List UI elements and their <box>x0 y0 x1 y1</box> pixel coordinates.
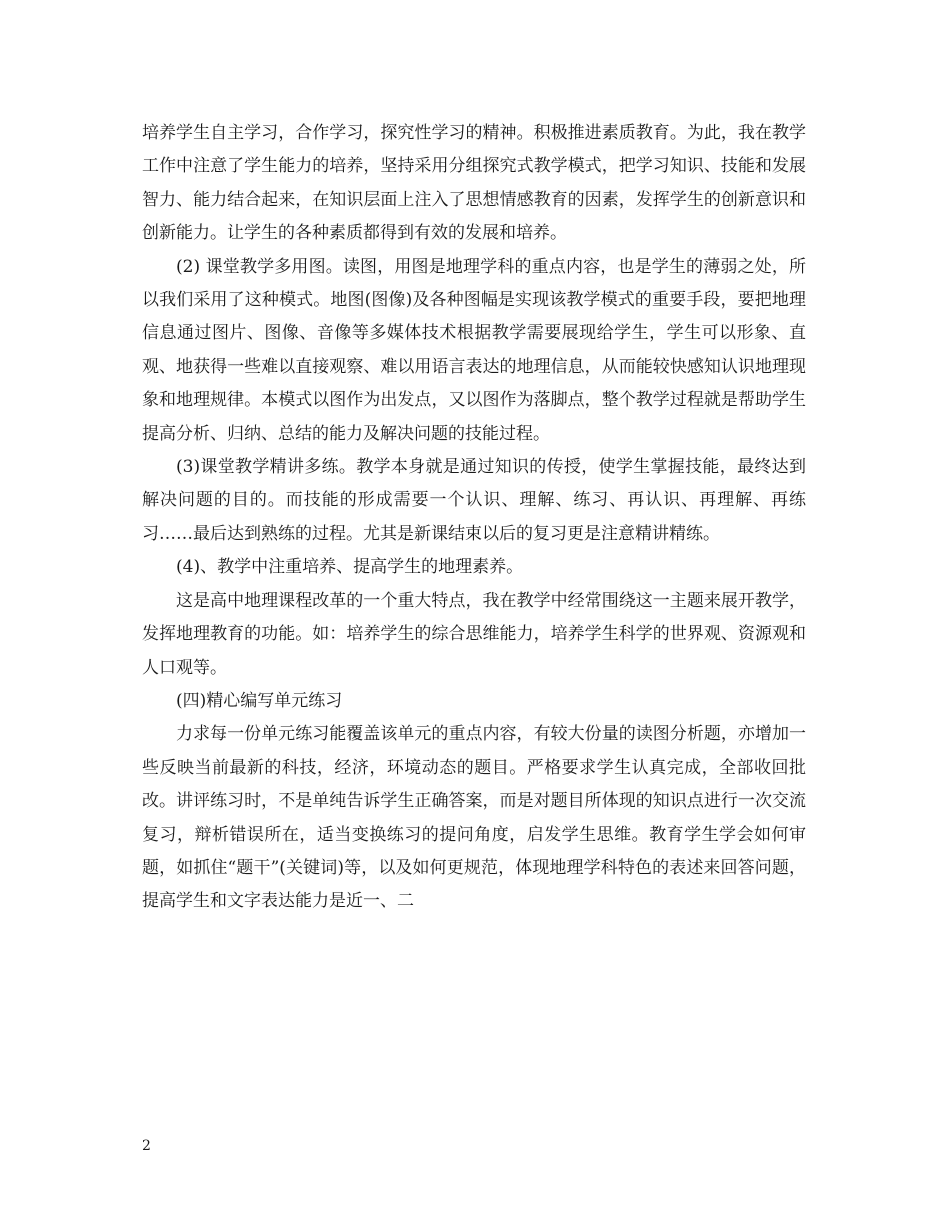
paragraph-7: 力求每一份单元练习能覆盖该单元的重点内容，有较大份量的读图分析题，亦增加一些反映当前最新的科技，经济，环境动态的题目。严格要求学生认真完成，全部收回批改。讲评练习时，不是单纯告诉学生正确答案，而是对题目所体现的知识点进行一次交流复习，辩析错误所在，适当变换练习的提问角度，启发学生思维。教育学生学会如何审题，如抓住“题干”(关键词)等，以及如何更规范，体现地理学科特色的表述来回答问题，提高学生和文字表达能力是近一、二 <box>142 724 806 912</box>
paragraph-2: (2) 课堂教学多用图。读图，用图是地理学科的重点内容，也是学生的薄弱之处，所以我们采用了这种模式。地图(图像)及各种图幅是实现该教学模式的重要手段，要把地理信息通过图片、图像、音像等多媒体技术根据教学需要展现给学生，学生可以形象、直观、地获得一些难以直接观察、难以用语言表达的地理信息，从而能较快感知认识地理现象和地理规律。本模式以图作为出发点，又以图作为落脚点，整个教学过程就是帮助学生提高分析、归纳、总结的能力及解决问题的技能过程。 <box>142 256 806 444</box>
paragraph-3: (3)课堂教学精讲多练。教学本身就是通过知识的传授，使学生掌握技能，最终达到解决问题的目的。而技能的形成需要一个认识、理解、练习、再认识、再理解、再练习……最后达到熟练的过程。尤其是新课结束以后的复习更是注意精讲精练。 <box>142 457 806 544</box>
paragraph-4: (4)、教学中注重培养、提高学生的地理素养。 <box>176 557 524 578</box>
paragraph-5: 这是高中地理课程改革的一个重大特点，我在教学中经常围绕这一主题来展开教学，发挥地理教育的功能。如：培养学生的综合思维能力，培养学生科学的世界观、资源观和人口观等。 <box>142 590 806 678</box>
document-body <box>142 117 806 919</box>
page-number: 2 <box>142 1138 151 1154</box>
paragraph-1: 培养学生自主学习，合作学习，探究性学习的精神。积极推进素质教育。为此，我在教学工作中注意了学生能力的培养，坚持采用分组探究式教学模式，把学习知识、技能和发展智力、能力结合起来，在知识层面上注入了思想情感教育的因素，发挥学生的创新意识和创新能力。让学生的各种素质都得到有效的发展和培养。 <box>142 123 806 244</box>
section-heading-4: (四)精心编写单元练习 <box>176 690 343 711</box>
